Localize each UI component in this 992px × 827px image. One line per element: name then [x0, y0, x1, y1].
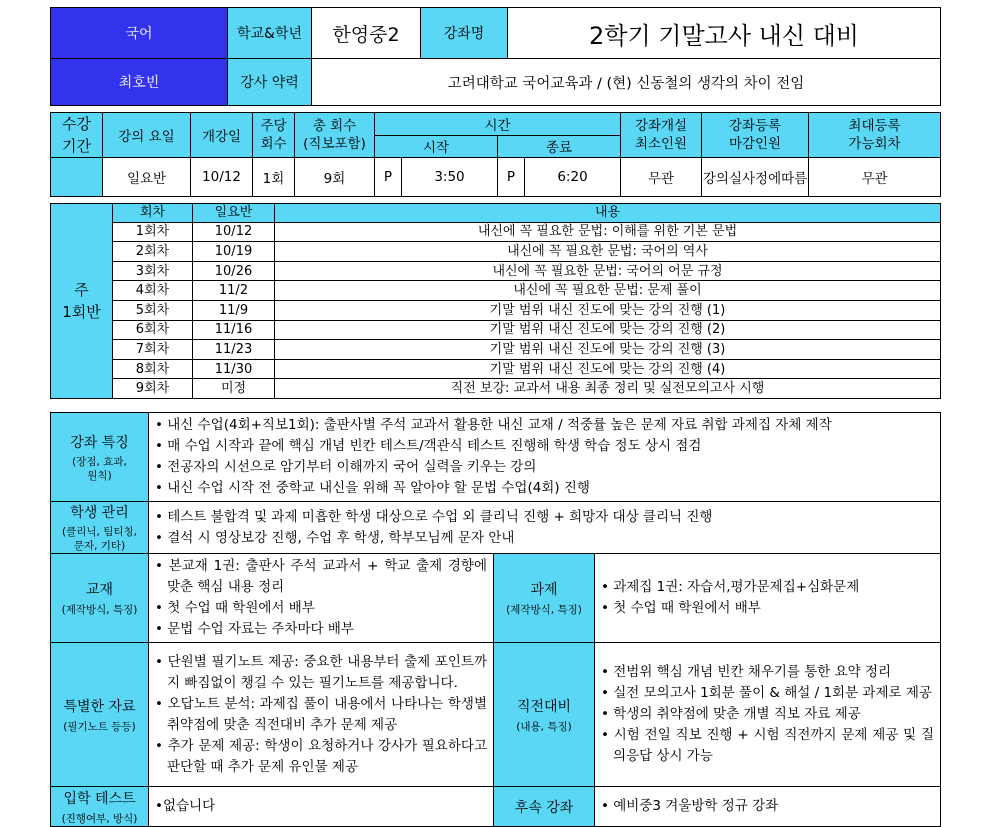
management-item: • 테스트 불합격 및 과제 미흡한 학생 대상으로 수업 외 클리닉 진행 + 희망자 대상 클리닉 진행: [155, 508, 713, 525]
school-label: 학교&학년: [228, 8, 312, 59]
features-title: 강좌 특징: [70, 434, 129, 451]
features-item: • 전공자의 시선으로 암기부터 이해까지 국어 실력을 키우는 강의: [155, 459, 537, 475]
textbook-header: [51, 554, 149, 643]
schedule-date: 11/30: [193, 359, 275, 379]
course-title: 2학기 기말고사 내신 대비: [508, 8, 941, 59]
schedule-session: 8회차: [113, 359, 193, 379]
schedule-label: 주 1회반: [51, 204, 113, 399]
schedule-row: [51, 320, 941, 340]
schedule-session: 7회차: [113, 340, 193, 360]
total-value: 9회: [295, 158, 375, 197]
schedule-date: 11/16: [193, 320, 275, 340]
deadline-header: 강좌등록 마감인원: [702, 113, 809, 158]
final-prep-subtitle: (내용, 특징): [516, 720, 572, 733]
management-item: • 결석 시 영상보강 진행, 수업 후 학생, 학부모님께 문자 안내: [155, 529, 515, 546]
features-item: • 매 수업 시작과 끝에 핵심 개념 빈칸 테스트/객관식 테스트 진행해 학생 학습 정도 상시 점검: [155, 438, 702, 454]
day-header: 강의 요일: [103, 113, 191, 158]
schedule-row: [51, 340, 941, 360]
open-value: 10/12: [191, 158, 253, 197]
end-header: 종료: [498, 135, 621, 158]
final-prep-item: • 학생의 취약점에 맞춘 개별 직보 자료 제공: [601, 706, 861, 722]
schedule-content: 내신에 꼭 필요한 문법: 문제 풀이: [275, 281, 941, 301]
features-item: • 내신 수업 시작 전 중학교 내신을 위해 꼭 알아야 할 문법 수업(4회) 진행: [155, 480, 590, 496]
schedule-row: [51, 379, 941, 399]
open-header: 개강일: [191, 113, 253, 158]
final-prep-item: • 전범위 핵심 개념 빈칸 채우기를 통한 요약 정리: [601, 664, 892, 680]
schedule-date: 10/12: [193, 222, 275, 242]
entrance-header: [51, 787, 149, 827]
special-subtitle: (필기노트 등등): [63, 720, 136, 733]
subject-title: 국어: [51, 8, 228, 59]
schedule-date: 10/26: [193, 261, 275, 281]
schedule-content: 기말 범위 내신 진도에 맞는 강의 진행 (1): [275, 300, 941, 320]
textbook-item: • 본교재 1권: 출판사 주석 교과서 + 학교 출제 경향에 맞춘 핵심 내용 정리: [155, 558, 487, 595]
special-title: 특별한 자료: [63, 698, 136, 715]
features-header: [51, 413, 149, 502]
entrance-value: •없습니다: [149, 787, 494, 827]
special-item: • 추가 문제 제공: 학생이 요청하거나 강사가 필요하다고 판단할 때 추가 문제 유인물 제공: [155, 737, 487, 775]
maxreg-value: 무관: [809, 158, 941, 197]
start-ampm: P: [375, 158, 402, 197]
min-header: 강좌개설 최소인원: [621, 113, 702, 158]
teacher-bio: 고려대학교 국어교육과 / (현) 신동철의 생각의 차이 전임: [312, 59, 941, 106]
schedule-content: 기말 범위 내신 진도에 맞는 강의 진행 (4): [275, 359, 941, 379]
homework-item: • 첫 수업 때 학원에서 배부: [601, 600, 761, 616]
special-list: [149, 643, 494, 787]
course-label: 강좌명: [421, 8, 508, 59]
textbook-item: • 첫 수업 때 학원에서 배부: [155, 600, 315, 616]
schedule-header-session: 회차: [113, 204, 193, 223]
time-header: 시간: [375, 113, 621, 136]
management-list: [149, 502, 941, 554]
features-item: • 내신 수업(4회+직보1회): 출판사별 주석 교과서 활용한 내신 교재 / 적중률 높은 문제 자료 취합 과제집 자체 제작: [155, 417, 832, 433]
school-value: 한영중2: [312, 8, 421, 59]
textbook-subtitle: (제작방식, 특징): [61, 604, 138, 616]
schedule-row: [51, 281, 941, 301]
management-subtitle: (클리닉, 팀티칭, 문자, 기타): [62, 526, 137, 552]
end-ampm: P: [498, 158, 525, 197]
schedule-date: 10/19: [193, 242, 275, 262]
followup-value: • 예비중3 겨울방학 정규 강좌: [595, 787, 941, 827]
schedule-date: 미정: [193, 379, 275, 399]
schedule-row: [51, 222, 941, 242]
schedule-date: 11/23: [193, 340, 275, 360]
followup-header: [494, 787, 595, 827]
teacher-name: 최호빈: [51, 59, 228, 106]
schedule-session: 5회차: [113, 300, 193, 320]
start-header: 시작: [375, 135, 498, 158]
period-label: 수강 기간: [51, 113, 103, 158]
final-prep-item: • 시험 전일 직보 진행 + 시험 직전까지 문제 제공 및 질의응답 상시 가능: [601, 727, 934, 764]
homework-subtitle: (제작방식, 특징): [506, 604, 582, 616]
schedule-row: [51, 261, 941, 281]
homework-header: [494, 554, 595, 643]
schedule-session: 4회차: [113, 281, 193, 301]
period-label-cont: [51, 158, 103, 197]
textbook-list: [149, 554, 494, 643]
textbook-item: • 문법 수업 자료는 주차마다 배부: [155, 621, 354, 637]
schedule-session: 6회차: [113, 320, 193, 340]
bio-label: 강사 약력: [228, 59, 312, 106]
schedule-session: 2회차: [113, 242, 193, 262]
weekly-value: 1회: [253, 158, 295, 197]
features-list: [149, 413, 941, 502]
final-prep-item: • 실전 모의고사 1회분 풀이 & 해설 / 1회분 과제로 제공: [601, 685, 932, 701]
day-value: 일요반: [103, 158, 191, 197]
schedule-row: [51, 300, 941, 320]
end-time: 6:20: [525, 158, 621, 197]
schedule-session: 9회차: [113, 379, 193, 399]
schedule-header-content: 내용: [275, 204, 941, 223]
followup-title: 후속 강좌: [514, 799, 574, 816]
final-prep-title: 직전대비: [516, 698, 572, 715]
special-header: [51, 643, 149, 787]
features-table: [50, 412, 941, 827]
schedule-date: 11/2: [193, 281, 275, 301]
schedule-content: 내신에 꼭 필요한 문법: 국어의 어문 규정: [275, 261, 941, 281]
schedule-session: 1회차: [113, 222, 193, 242]
schedule-content: 기말 범위 내신 진도에 맞는 강의 진행 (2): [275, 320, 941, 340]
total-header: 총 회수 (직보포함): [295, 113, 375, 158]
schedule-session: 3회차: [113, 261, 193, 281]
deadline-value: 강의실사정에따름: [702, 158, 809, 197]
final-prep-header: [494, 643, 595, 787]
schedule-row: [51, 359, 941, 379]
entrance-subtitle: (진행여부, 방식): [61, 812, 138, 825]
entrance-title: 입학 테스트: [63, 790, 136, 807]
schedule-date: 11/9: [193, 300, 275, 320]
maxreg-header: 최대등록 가능회차: [809, 113, 941, 158]
schedule-content: 직전 보강: 교과서 내용 최종 정리 및 실전모의고사 시행: [275, 379, 941, 399]
special-item: • 단원별 필기노트 제공: 중요한 내용부터 출제 포인트까지 빠짐없이 챙길 수 있는 필기노트를 제공합니다.: [155, 653, 487, 691]
weekly-header: 주당 회수: [253, 113, 295, 158]
homework-item: • 과제집 1권: 자습서,평가문제집+심화문제: [601, 579, 860, 595]
schedule-row: [51, 242, 941, 262]
min-value: 무관: [621, 158, 702, 197]
header-table: [50, 7, 941, 106]
homework-title: 과제: [530, 582, 558, 598]
homework-list: [595, 554, 941, 643]
schedule-table: [50, 203, 941, 399]
management-header: [51, 502, 149, 554]
schedule-header-date: 일요반: [193, 204, 275, 223]
schedule-content: 기말 범위 내신 진도에 맞는 강의 진행 (3): [275, 340, 941, 360]
period-table: [50, 112, 941, 197]
schedule-content: 내신에 꼭 필요한 문법: 국어의 역사: [275, 242, 941, 262]
textbook-title: 교재: [85, 582, 114, 598]
schedule-content: 내신에 꼭 필요한 문법: 이해를 위한 기본 문법: [275, 222, 941, 242]
start-time: 3:50: [402, 158, 498, 197]
management-title: 학생 관리: [70, 505, 129, 521]
final-prep-list: [595, 643, 941, 787]
features-subtitle: (장점, 효과, 원칙): [72, 455, 127, 482]
special-item: • 오답노트 분석: 과제집 풀이 내용에서 나타나는 학생별 취약점에 맞춘 직전대비 추가 문제 제공: [155, 695, 487, 733]
